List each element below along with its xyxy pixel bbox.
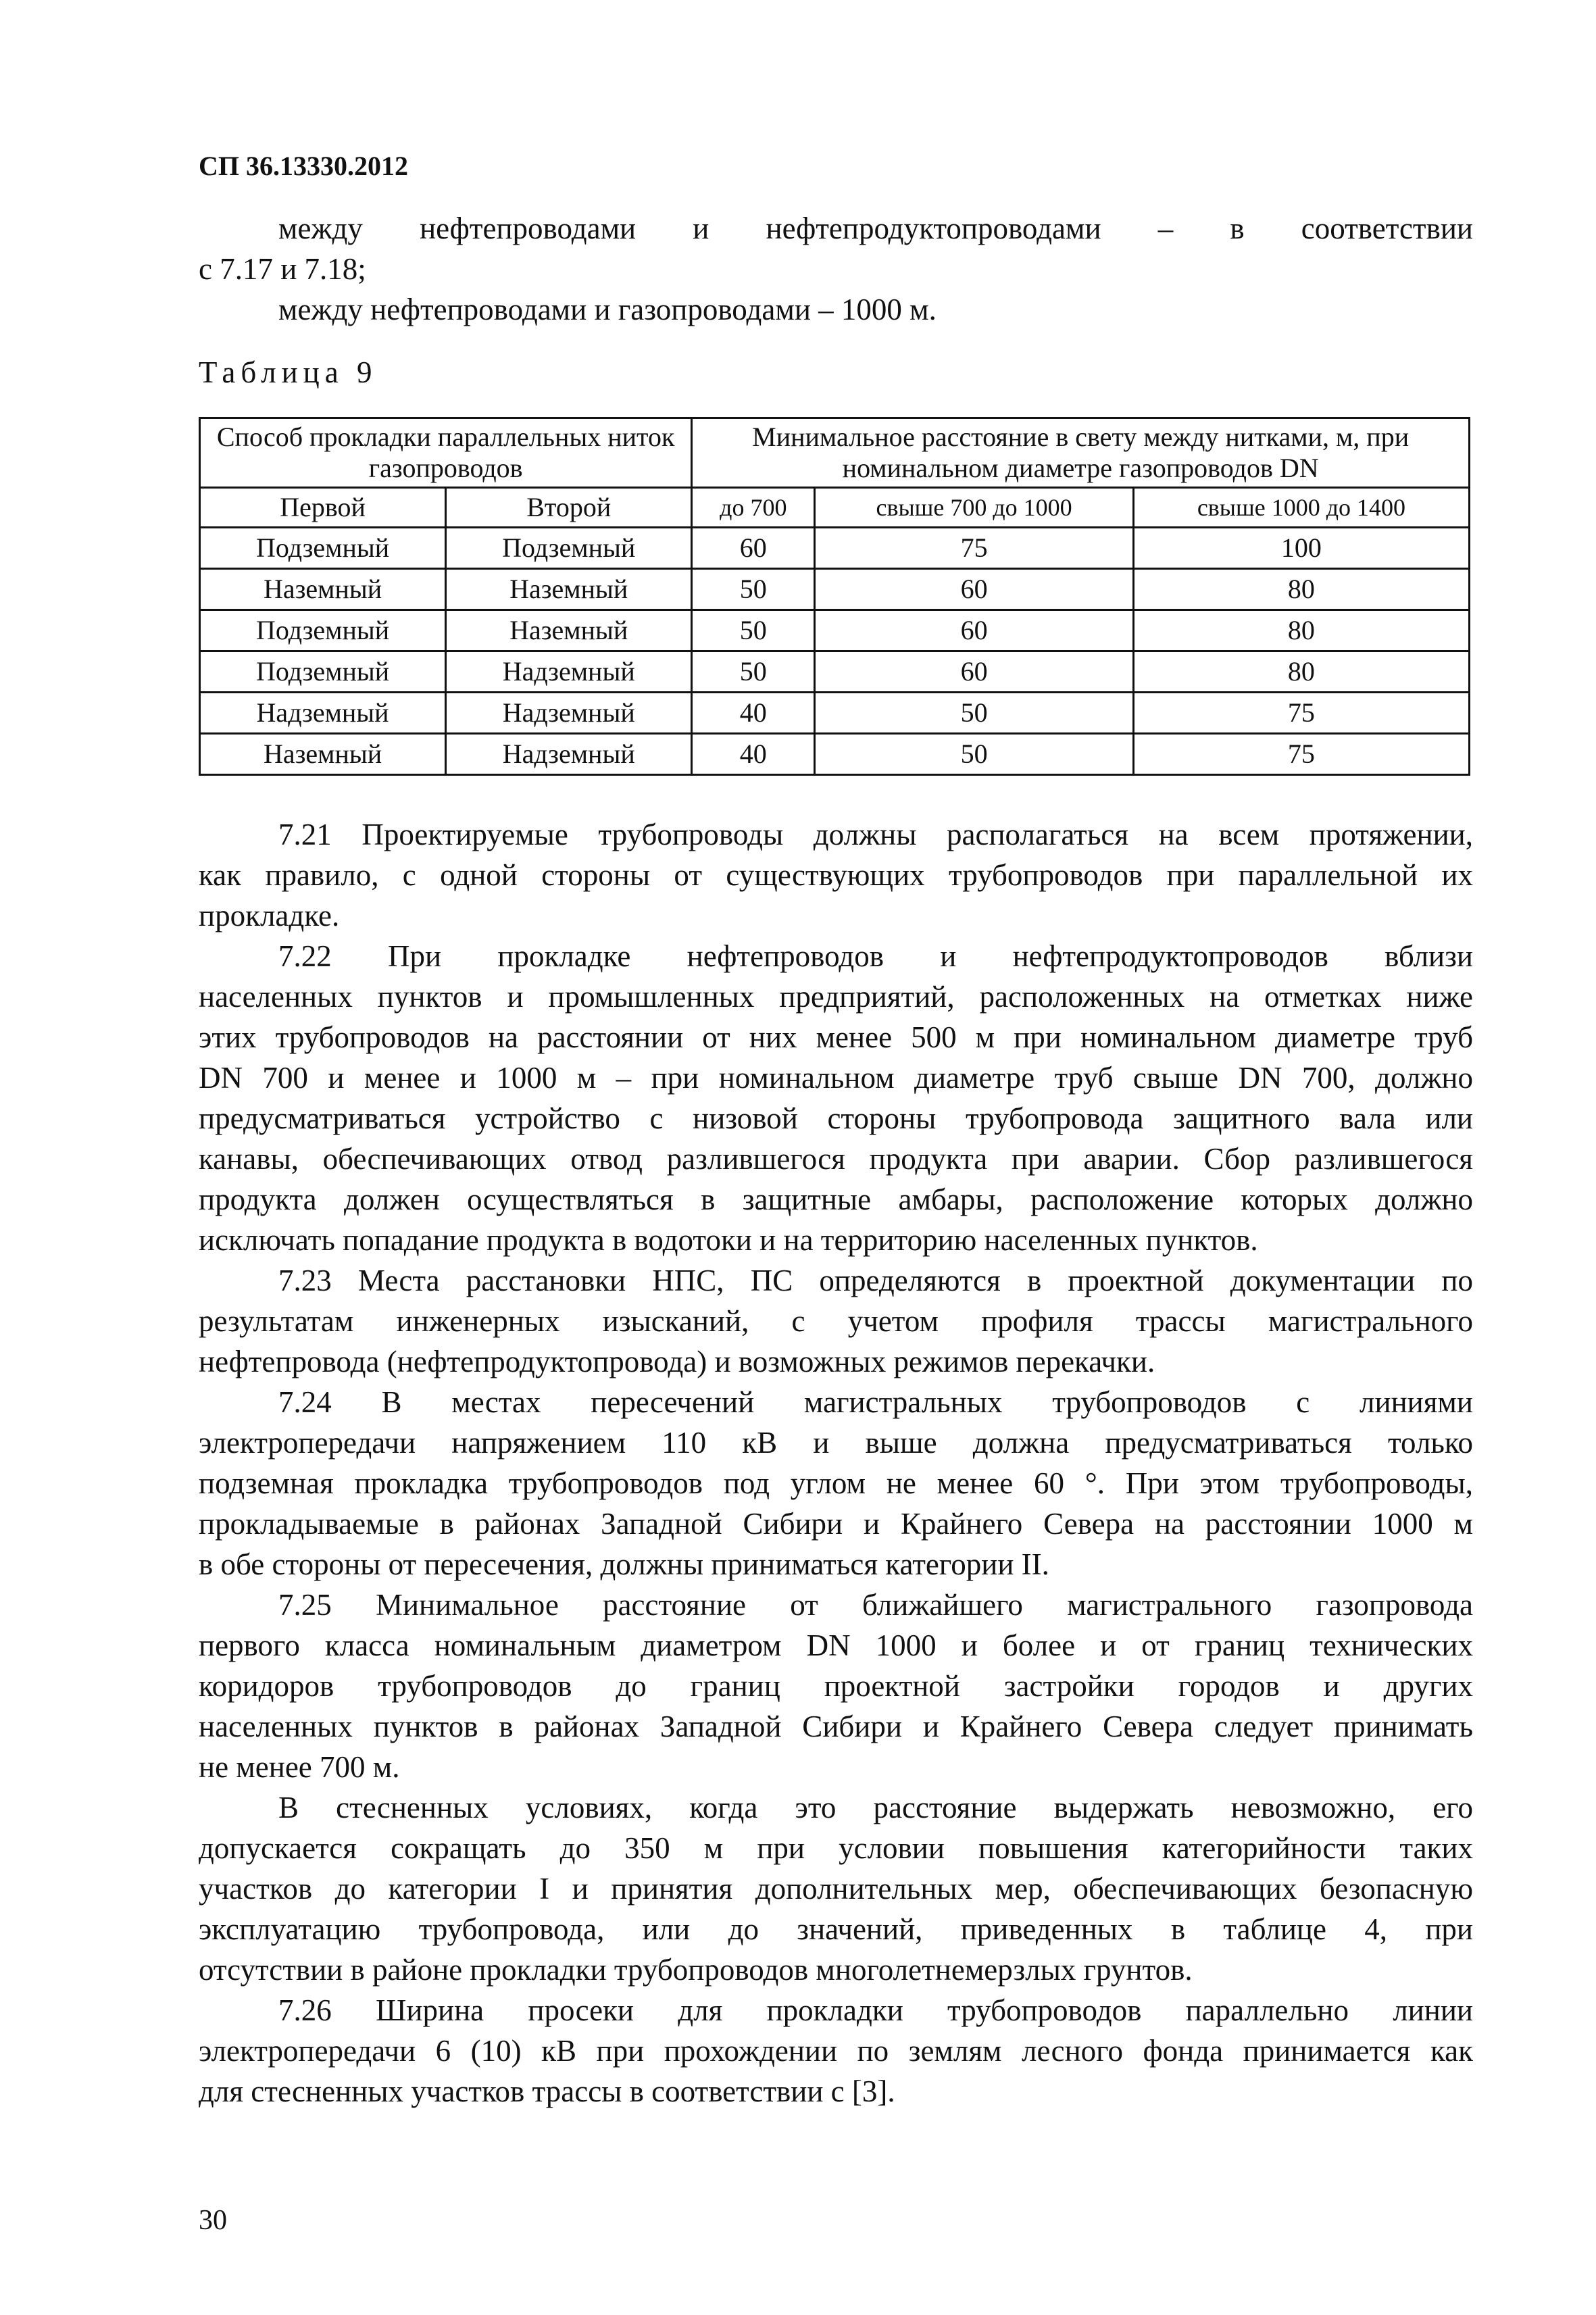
paragraph [199, 936, 1473, 1260]
text-line: электропередачи напряжением 110 кВ и выше должна предусматриваться только [199, 1426, 1473, 1460]
table-cell: 40 [692, 734, 815, 775]
table-row [200, 528, 1470, 569]
text-line: первого класса номинальным диаметром DN 1000 и более и от границ технических [199, 1628, 1473, 1662]
table-head-laying-method: Способ прокладки параллельных ниток газопроводов [200, 418, 692, 488]
table-cell: 100 [1133, 528, 1469, 569]
text-line: в обе стороны от пересечения, должны приниматься категории II. [199, 1547, 1049, 1581]
table-row [200, 693, 1470, 734]
table-cell: Подземный [200, 651, 446, 693]
table-row [200, 734, 1470, 775]
paragraph [199, 1990, 1473, 2112]
distance-table [199, 417, 1470, 776]
table-cell: 50 [692, 651, 815, 693]
col-700-1000: свыше 700 до 1000 [815, 488, 1134, 528]
text-line: электропередачи 6 (10) кВ при прохождении по землям лесного фонда принимается как [199, 2034, 1473, 2068]
text-line: отсутствии в районе прокладки трубопроводов многолетнемерзлых грунтов. [199, 1953, 1193, 1987]
page-number: 30 [199, 2205, 227, 2236]
table-cell: Наземный [200, 734, 446, 775]
text-line: 7.22 При прокладке нефтепроводов и нефтепродуктопроводов вблизи [278, 939, 1473, 973]
text-line: допускается сокращать до 350 м при условии повышения категорийности таких [199, 1831, 1473, 1865]
table-cell: Наземный [200, 569, 446, 610]
table-cell: 60 [692, 528, 815, 569]
table-cell: 40 [692, 693, 815, 734]
table-cell: 75 [815, 528, 1134, 569]
table-cell: 50 [692, 569, 815, 610]
table-row [200, 651, 1470, 693]
text-line: населенных пунктов в районах Западной Сибири и Крайнего Севера следует принимать [199, 1710, 1473, 1743]
text-line: с 7.17 и 7.18; [199, 252, 366, 286]
col-up-to-700: до 700 [692, 488, 815, 528]
table-cell: Надземный [446, 734, 692, 775]
text-line: 7.23 Места расстановки НПС, ПС определяются в проектной документации по [278, 1264, 1473, 1297]
table-cell: Подземный [200, 610, 446, 651]
body-text [199, 814, 1473, 2112]
paragraph [199, 1382, 1473, 1585]
text-line: исключать попадание продукта в водотоки и на территорию населенных пунктов. [199, 1223, 1258, 1257]
text-line: эксплуатацию трубопровода, или до значений, приведенных в таблице 4, при [199, 1912, 1473, 1946]
text-line: между нефтепроводами и газопроводами – 1000 м. [278, 293, 937, 326]
document-code-header: СП 36.13330.2012 [199, 151, 408, 181]
text-line: 7.25 Минимальное расстояние от ближайшего магистрального газопровода [278, 1588, 1473, 1622]
table-row [200, 569, 1470, 610]
table-cell: Надземный [200, 693, 446, 734]
table-cell: 80 [1133, 569, 1469, 610]
paragraph [199, 208, 1473, 289]
paragraph [199, 289, 1473, 330]
table-cell: Подземный [446, 528, 692, 569]
table-cell: 75 [1133, 693, 1469, 734]
text-line: 7.24 В местах пересечений магистральных трубопроводов с линиями [278, 1385, 1473, 1419]
text-line: продукта должен осуществляться в защитные амбары, расположение которых должно [199, 1183, 1473, 1216]
text-line: для стесненных участков трассы в соответствии с [3]. [199, 2074, 895, 2108]
table-cell: 80 [1133, 610, 1469, 651]
text-line: канавы, обеспечивающих отвод разлившегося продукта при аварии. Сбор разлившегося [199, 1142, 1473, 1176]
text-line: 7.21 Проектируемые трубопроводы должны располагаться на всем протяжении, [278, 818, 1473, 851]
text-line: предусматриваться устройство с низовой стороны трубопровода защитного вала или [199, 1101, 1473, 1135]
col-1000-1400: свыше 1000 до 1400 [1133, 488, 1469, 528]
paragraph [199, 1787, 1473, 1990]
table-row [200, 610, 1470, 651]
text-line: DN 700 и менее и 1000 м – при номинальном диаметре труб свыше DN 700, должно [199, 1061, 1473, 1095]
table-head-min-distance: Минимальное расстояние в свету между нитками, м, при номинальном диаметре газопроводов DN [692, 418, 1470, 488]
table-cell: 60 [815, 569, 1134, 610]
table-cell: Надземный [446, 693, 692, 734]
table-cell: 60 [815, 651, 1134, 693]
paragraph [199, 1585, 1473, 1787]
table-caption: Таблица 9 [199, 355, 378, 389]
paragraph [199, 1260, 1473, 1382]
text-line: прокладке. [199, 899, 340, 932]
text-line: не менее 700 м. [199, 1750, 400, 1784]
paragraph [199, 814, 1473, 936]
text-line: коридоров трубопроводов до границ проектной застройки городов и других [199, 1669, 1473, 1703]
table-cell: Надземный [446, 651, 692, 693]
col-second: Второй [446, 488, 692, 528]
text-line: подземная прокладка трубопроводов под углом не менее 60 °. При этом трубопроводы, [199, 1466, 1473, 1500]
text-line: населенных пунктов и промышленных предприятий, расположенных на отметках ниже [199, 980, 1473, 1014]
text-line: этих трубопроводов на расстоянии от них менее 500 м при номинальном диаметре труб [199, 1020, 1473, 1054]
text-line: участков до категории I и принятия дополнительных мер, обеспечивающих безопасную [199, 1872, 1473, 1906]
text-line: прокладываемые в районах Западной Сибири и Крайнего Севера на расстоянии 1000 м [199, 1507, 1473, 1541]
table-cell: 60 [815, 610, 1134, 651]
table-cell: Наземный [446, 610, 692, 651]
table-cell: 50 [692, 610, 815, 651]
table-cell: Подземный [200, 528, 446, 569]
table-cell: 80 [1133, 651, 1469, 693]
text-line: результатам инженерных изысканий, с учетом профиля трассы магистрального [199, 1304, 1473, 1338]
table-cell: 50 [815, 734, 1134, 775]
table-cell: Наземный [446, 569, 692, 610]
text-line: как правило, с одной стороны от существующих трубопроводов при параллельной их [199, 858, 1473, 892]
col-first: Первой [200, 488, 446, 528]
intro-text [199, 208, 1473, 330]
text-line: 7.26 Ширина просеки для прокладки трубопроводов параллельно линии [278, 1993, 1473, 2027]
text-line: В стесненных условиях, когда это расстояние выдержать невозможно, его [278, 1791, 1473, 1824]
table-cell: 75 [1133, 734, 1469, 775]
text-line: нефтепровода (нефтепродуктопровода) и возможных режимов перекачки. [199, 1345, 1155, 1378]
text-line: между нефтепроводами и нефтепродуктопроводами – в соответствии [278, 211, 1473, 245]
table-cell: 50 [815, 693, 1134, 734]
